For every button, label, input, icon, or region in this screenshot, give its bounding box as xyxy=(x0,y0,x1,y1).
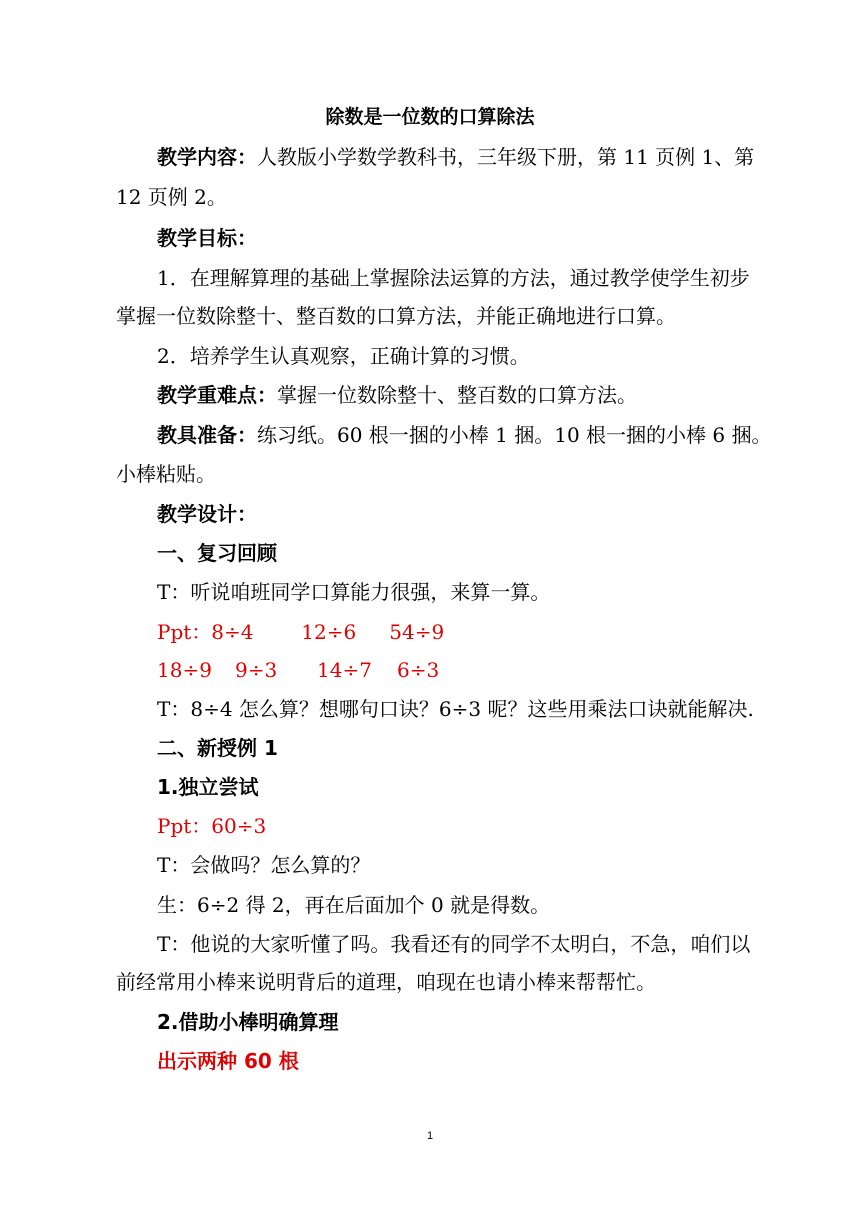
expr-3: 54÷9 xyxy=(389,620,445,644)
ppt-row-2 xyxy=(157,656,439,684)
tools-text: 练习纸。60 根一捆的小棒 1 捆。10 根一捆的小棒 6 捆。 xyxy=(257,423,772,447)
student-line: 生：6÷2 得 2，再在后面加个 0 就是得数。 xyxy=(157,893,551,917)
expr-7: 6÷3 xyxy=(397,658,440,682)
key-points-text: 掌握一位数除整十、整百数的口算方法。 xyxy=(277,383,637,407)
teacher-line-1: T：听说咱班同学口算能力很强，来算一算。 xyxy=(157,580,551,604)
ppt-label: Ppt： xyxy=(157,620,212,644)
design-heading: 教学设计： xyxy=(157,502,257,526)
section-1-heading: 一、复习回顾 xyxy=(157,541,277,565)
tools-line xyxy=(157,421,772,449)
goal-2: 2．培养学生认真观察，正确计算的习惯。 xyxy=(157,344,530,368)
content-text: 人教版小学数学教科书，三年级下册，第 11 页例 1、第 xyxy=(257,145,755,169)
expr-6: 14÷7 xyxy=(317,658,372,682)
tools-line-cont: 小棒粘贴。 xyxy=(116,462,216,486)
teacher-line-4-cont: 前经常用小棒来说明背后的道理，咱现在也请小棒来帮帮忙。 xyxy=(116,970,656,994)
expr-2: 12÷6 xyxy=(301,620,357,644)
teacher-line-4: T：他说的大家听懂了吗。我看还有的同学不太明白，不急，咱们以 xyxy=(157,932,751,956)
goal-1-cont: 掌握一位数除整十、整百数的口算方法，并能正确地进行口算。 xyxy=(116,304,676,328)
subsection-1-heading: 1.独立尝试 xyxy=(157,775,259,799)
key-points-line xyxy=(157,381,637,409)
expr-1: 8÷4 xyxy=(211,620,254,644)
goals-heading: 教学目标： xyxy=(157,226,257,250)
key-points-label: 教学重难点： xyxy=(157,383,277,407)
teacher-line-2: T：8÷4 怎么算？想哪句口诀？6÷3 呢？这些用乘法口诀就能解决. xyxy=(157,697,754,721)
tools-label: 教具准备： xyxy=(157,423,257,447)
red-instruction: 出示两种 60 根 xyxy=(157,1049,299,1073)
expr-5: 9÷3 xyxy=(235,658,278,682)
section-2-heading: 二、新授例 1 xyxy=(157,736,278,760)
page-title: 除数是一位数的口算除法 xyxy=(325,106,535,128)
subsection-2-heading: 2.借助小棒明确算理 xyxy=(157,1010,339,1034)
page-number: 1 xyxy=(426,1130,434,1142)
content-line xyxy=(157,143,754,171)
content-label: 教学内容： xyxy=(157,145,257,169)
goal-1: 1．在理解算理的基础上掌握除法运算的方法，通过教学使学生初步 xyxy=(157,266,750,290)
content-line-cont: 12 页例 2。 xyxy=(116,185,227,209)
teacher-line-3: T：会做吗？怎么算的？ xyxy=(157,853,371,877)
ppt-line-2: Ppt：60÷3 xyxy=(157,814,267,838)
expr-4: 18÷9 xyxy=(157,658,212,682)
ppt-row-1 xyxy=(157,618,444,646)
